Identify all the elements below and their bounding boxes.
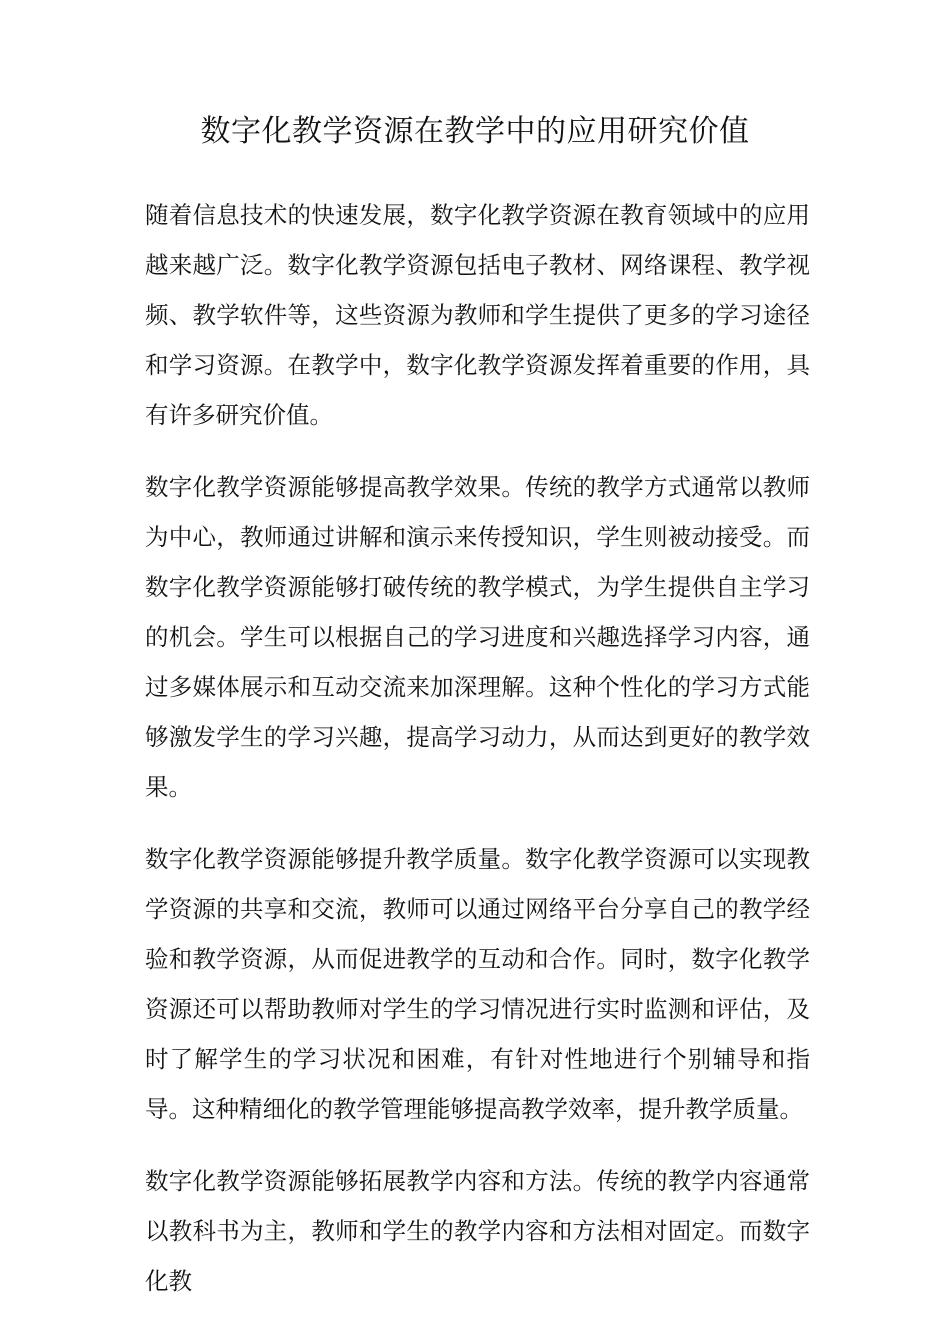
document-body bbox=[145, 190, 810, 1328]
paragraph-2: 数字化教学资源能够提高教学效果。传统的教学方式通常以教师为中心，教师通过讲解和演示来传授知识，学生则被动接受。而数字化教学资源能够打破传统的教学模式，为学生提供自主学习的机会。学生可以根据自己的学习进度和兴趣选择学习内容，通过多媒体展示和互动交流来加深理解。这种个性化的学习方式能够激发学生的学习兴趣，提高学习动力，从而达到更好的教学效果。 bbox=[145, 473, 810, 801]
paragraph-1: 随着信息技术的快速发展，数字化教学资源在教育领域中的应用越来越广泛。数字化教学资源包括电子教材、网络课程、教学视频、教学软件等，这些资源为教师和学生提供了更多的学习途径和学习资源。在教学中，数字化教学资源发挥着重要的作用，具有许多研究价值。 bbox=[145, 201, 810, 429]
paragraph-3: 数字化教学资源能够提升教学质量。数字化教学资源可以实现教学资源的共享和交流，教师可以通过网络平台分享自己的教学经验和教学资源，从而促进教学的互动和合作。同时，数字化教学资源还可以帮助教师对学生的学习情况进行实时监测和评估，及时了解学生的学习状况和困难，有针对性地进行个别辅导和指导。这种精细化的教学管理能够提高教学效率，提升教学质量。 bbox=[145, 845, 810, 1123]
paragraph-4: 数字化教学资源能够拓展教学内容和方法。传统的教学内容通常以教科书为主，教师和学生的教学内容和方法相对固定。而数字化教 bbox=[145, 1167, 810, 1295]
document-title: 数字化教学资源在教学中的应用研究价值 bbox=[200, 114, 750, 149]
